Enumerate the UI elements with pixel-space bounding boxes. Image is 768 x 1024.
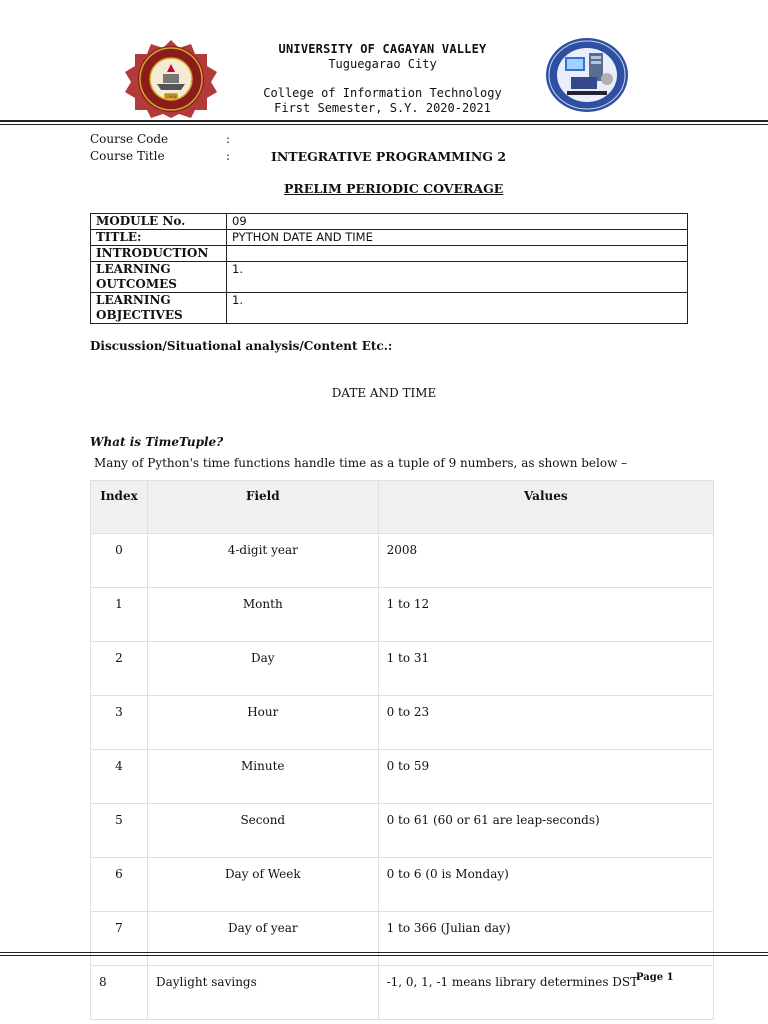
module-label: LEARNING OUTCOMES xyxy=(91,262,227,293)
footer-rule-thin xyxy=(0,952,768,953)
field-cell: Minute xyxy=(147,750,378,804)
table-row xyxy=(91,642,714,696)
college-name: College of Information Technology xyxy=(263,86,502,100)
course-code-colon: : xyxy=(226,132,231,146)
field-cell: Second xyxy=(147,804,378,858)
module-label: TITLE: xyxy=(91,230,227,246)
course-title-label: Course Title xyxy=(90,149,165,163)
values-cell: 0 to 61 (60 or 61 are leap-seconds) xyxy=(378,804,713,858)
values-cell: 0 to 59 xyxy=(378,750,713,804)
table-header-row xyxy=(91,481,714,534)
column-header: Field xyxy=(147,481,378,534)
table-row xyxy=(91,966,714,1020)
values-cell: 1 to 12 xyxy=(378,588,713,642)
field-cell: 4-digit year xyxy=(147,534,378,588)
intro-paragraph: Many of Python's time functions handle time as a tuple of 9 numbers, as shown below – xyxy=(94,456,628,470)
index-cell: 8 xyxy=(91,966,148,1020)
module-value xyxy=(227,246,688,262)
question-heading: What is TimeTuple? xyxy=(90,435,224,449)
table-row xyxy=(91,588,714,642)
field-cell: Daylight savings xyxy=(147,966,378,1020)
index-cell: 1 xyxy=(91,588,148,642)
module-row xyxy=(91,262,688,293)
college-logo xyxy=(545,37,629,113)
module-value: PYTHON DATE AND TIME xyxy=(227,230,688,246)
module-row xyxy=(91,293,688,324)
table-row xyxy=(91,696,714,750)
header-rule-thick xyxy=(0,120,768,122)
table-row xyxy=(91,534,714,588)
index-cell: 6 xyxy=(91,858,148,912)
module-label: MODULE No. xyxy=(91,214,227,230)
field-cell: Hour xyxy=(147,696,378,750)
semester-label: First Semester, S.Y. 2020-2021 xyxy=(274,101,491,115)
document-header xyxy=(0,0,768,125)
index-cell: 2 xyxy=(91,642,148,696)
module-label: LEARNING OBJECTIVES xyxy=(91,293,227,324)
table-row xyxy=(91,750,714,804)
module-value: 1. xyxy=(227,293,688,324)
module-label: INTRODUCTION xyxy=(91,246,227,262)
index-cell: 5 xyxy=(91,804,148,858)
timetuple-table xyxy=(90,480,714,1020)
field-cell: Day of Week xyxy=(147,858,378,912)
values-cell: 0 to 23 xyxy=(378,696,713,750)
values-cell: 1 to 31 xyxy=(378,642,713,696)
values-cell: 1 to 366 (Julian day) xyxy=(378,912,713,966)
index-cell: 7 xyxy=(91,912,148,966)
module-row xyxy=(91,230,688,246)
column-header: Values xyxy=(378,481,713,534)
table-row xyxy=(91,858,714,912)
coverage-heading: PRELIM PERIODIC COVERAGE xyxy=(284,181,504,196)
table-row xyxy=(91,912,714,966)
course-title-colon: : xyxy=(226,149,231,163)
discussion-heading: Discussion/Situational analysis/Content Etc.: xyxy=(90,339,393,353)
field-cell: Day of year xyxy=(147,912,378,966)
university-name: UNIVERSITY OF CAGAYAN VALLEY xyxy=(278,42,487,56)
city-name: Tuguegarao City xyxy=(328,57,437,71)
module-row xyxy=(91,246,688,262)
module-info-table xyxy=(90,213,688,324)
values-cell: -1, 0, 1, -1 means library determines DST xyxy=(378,966,713,1020)
course-title-value: INTEGRATIVE PROGRAMMING 2 xyxy=(271,149,507,164)
module-value: 1. xyxy=(227,262,688,293)
index-cell: 3 xyxy=(91,696,148,750)
module-value: 09 xyxy=(227,214,688,230)
values-cell: 0 to 6 (0 is Monday) xyxy=(378,858,713,912)
page-number: Page 1 xyxy=(636,972,674,983)
svg-text:1948: 1948 xyxy=(165,95,177,100)
module-row xyxy=(91,214,688,230)
index-cell: 0 xyxy=(91,534,148,588)
values-cell: 2008 xyxy=(378,534,713,588)
field-cell: Month xyxy=(147,588,378,642)
header-rule-thin xyxy=(0,124,768,125)
column-header: Index xyxy=(91,481,148,534)
index-cell: 4 xyxy=(91,750,148,804)
course-code-label: Course Code xyxy=(90,132,169,146)
field-cell: Day xyxy=(147,642,378,696)
section-title: DATE AND TIME xyxy=(331,386,437,400)
table-row xyxy=(91,804,714,858)
footer-rule-thin-2 xyxy=(0,955,768,956)
